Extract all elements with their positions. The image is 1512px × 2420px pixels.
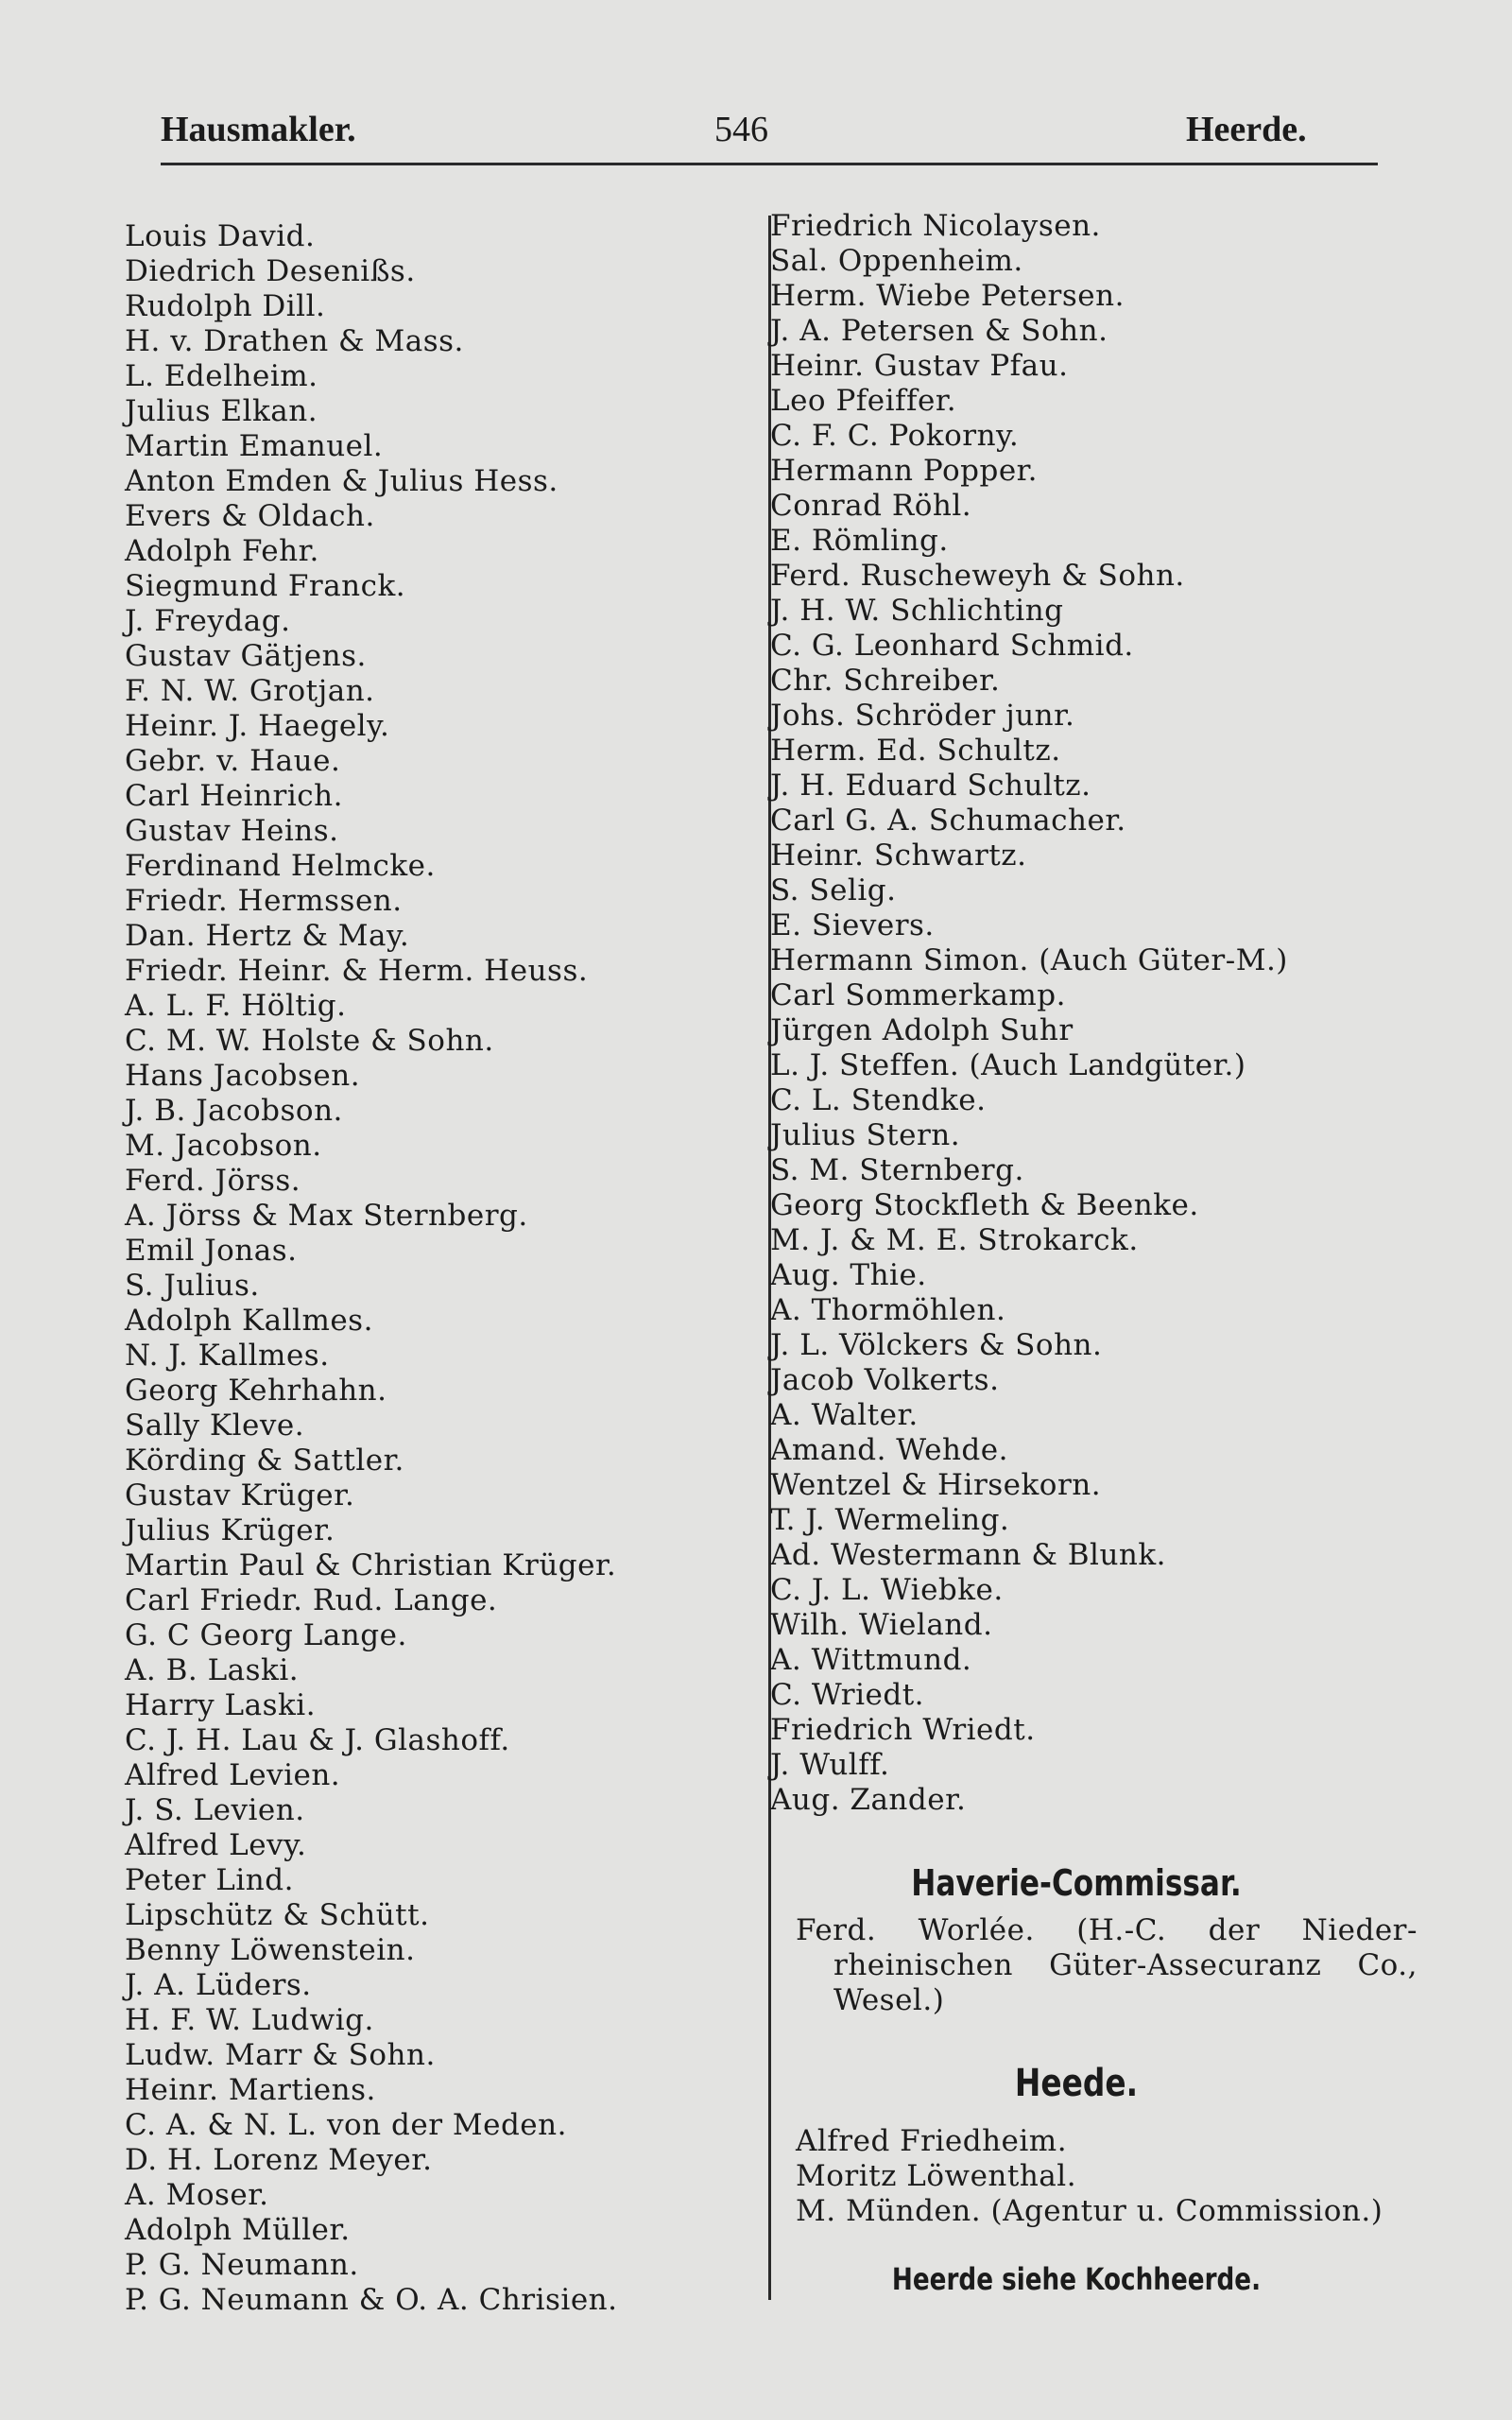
directory-entry: C. J. L. Wiebke. [770, 1573, 1004, 1607]
directory-entry: T. J. Wermeling. [770, 1503, 1010, 1537]
cross-reference: Heerde siehe Kochheerde. [891, 2261, 1262, 2297]
directory-entry: J. S. Levien. [125, 1793, 305, 1827]
page-number: 546 [714, 110, 768, 149]
directory-entry: C. L. Stendke. [770, 1083, 987, 1117]
directory-entry: Jacob Volkerts. [770, 1363, 1000, 1397]
directory-entry: H. v. Drathen & Mass. [125, 324, 464, 358]
directory-entry: Heinr. Gustav Pfau. [770, 349, 1069, 383]
directory-entry: Ferd. Ruscheweyh & Sohn. [770, 559, 1185, 593]
directory-entry: L. Edelheim. [125, 359, 318, 393]
directory-entry: J. B. Jacobson. [125, 1094, 343, 1128]
haverie-word: Nieder- [1301, 1913, 1418, 1947]
directory-entry: Dan. Hertz & May. [125, 919, 410, 953]
haverie-entry [796, 1913, 1418, 2018]
directory-entry: Conrad Röhl. [770, 489, 972, 523]
directory-entry: C. F. C. Pokorny. [770, 419, 1020, 453]
directory-entry: J. Wulff. [770, 1748, 890, 1782]
directory-entry: Carl Sommerkamp. [770, 978, 1067, 1012]
directory-entry: Jürgen Adolph Suhr [770, 1013, 1074, 1047]
right-column-list [770, 209, 1288, 1818]
directory-entry: A. Wittmund. [770, 1643, 972, 1677]
directory-entry: Julius Krüger. [125, 1513, 335, 1547]
directory-entry: Heinr. Schwartz. [770, 838, 1027, 873]
directory-entry: J. H. W. Schlichting [770, 594, 1064, 628]
directory-entry: Wilh. Wieland. [770, 1608, 993, 1642]
directory-entry: Gustav Gätjens. [125, 639, 367, 673]
directory-entry: N. J. Kallmes. [125, 1339, 330, 1373]
directory-entry: A. Walter. [770, 1398, 919, 1432]
directory-entry: Herm. Ed. Schultz. [770, 734, 1061, 768]
directory-entry: Friedr. Hermssen. [125, 884, 403, 918]
directory-entry: P. G. Neumann & O. A. Chrisien. [125, 2283, 618, 2317]
directory-entry: E. Sievers. [770, 908, 935, 942]
directory-entry: Julius Elkan. [125, 394, 318, 428]
haverie-word: (H.-C. [1076, 1913, 1167, 1947]
haverie-word: Güter-Assecuranz [1049, 1948, 1322, 1982]
directory-entry: Louis David. [125, 219, 316, 253]
haverie-word: rheinischen [833, 1948, 1013, 1982]
haverie-word: Worlée. [918, 1913, 1035, 1947]
directory-entry: Ludw. Marr & Sohn. [125, 2038, 436, 2072]
directory-entry: Martin Emanuel. [125, 429, 384, 463]
directory-entry: Adolph Fehr. [125, 534, 319, 568]
directory-entry: Friedrich Wriedt. [770, 1713, 1036, 1747]
directory-entry: Friedr. Heinr. & Herm. Heuss. [125, 954, 589, 988]
directory-entry: E. Römling. [770, 524, 949, 558]
directory-entry: Alfred Levien. [125, 1758, 341, 1792]
directory-entry: Chr. Schreiber. [770, 664, 1001, 698]
haverie-line-1 [796, 1913, 1418, 1948]
directory-entry: Sally Kleve. [125, 1409, 305, 1443]
directory-entry: J. L. Völckers & Sohn. [770, 1328, 1103, 1362]
heede-entry: M. Münden. (Agentur u. Commission.) [796, 2194, 1383, 2228]
header-rule [161, 163, 1378, 165]
directory-entry: Ferdinand Helmcke. [125, 849, 436, 883]
directory-entry: Evers & Oldach. [125, 499, 375, 533]
directory-entry: S. Selig. [770, 873, 897, 908]
directory-entry: Amand. Wehde. [770, 1433, 1008, 1467]
left-column-list [125, 219, 618, 2318]
directory-entry: Emil Jonas. [125, 1234, 298, 1268]
directory-entry: Diedrich Desenißs. [125, 254, 416, 288]
directory-entry: M. J. & M. E. Strokarck. [770, 1223, 1139, 1257]
directory-entry: Johs. Schröder junr. [770, 699, 1075, 733]
directory-entry: Leo Pfeiffer. [770, 384, 957, 418]
directory-entry: Carl G. A. Schumacher. [770, 804, 1126, 838]
heede-section-title: Heede. [1014, 2062, 1139, 2105]
directory-entry: J. A. Petersen & Sohn. [770, 314, 1108, 348]
directory-entry: Georg Kehrhahn. [125, 1374, 387, 1408]
directory-entry: Aug. Zander. [770, 1783, 967, 1817]
directory-entry: F. N. W. Grotjan. [125, 674, 375, 708]
directory-entry: Benny Löwenstein. [125, 1933, 416, 1967]
directory-entry: C. G. Leonhard Schmid. [770, 629, 1134, 663]
directory-entry: Gebr. v. Haue. [125, 744, 341, 778]
directory-entry: Carl Friedr. Rud. Lange. [125, 1583, 498, 1617]
running-head-left: Hausmakler. [161, 110, 356, 149]
directory-entry: Friedrich Nicolaysen. [770, 209, 1101, 243]
directory-entry: C. A. & N. L. von der Meden. [125, 2108, 567, 2142]
directory-entry: D. H. Lorenz Meyer. [125, 2143, 433, 2177]
directory-entry: Gustav Krüger. [125, 1478, 355, 1512]
directory-entry: Alfred Levy. [125, 1828, 307, 1862]
heede-list [796, 2124, 1383, 2229]
directory-entry: J. Freydag. [125, 604, 291, 638]
directory-entry: Hermann Simon. (Auch Güter-M.) [770, 943, 1288, 977]
directory-entry: Siegmund Franck. [125, 569, 406, 603]
directory-entry: Sal. Oppenheim. [770, 244, 1023, 278]
haverie-word: Co., [1357, 1948, 1418, 1982]
haverie-section-title: Haverie-Commissar. [911, 1862, 1242, 1904]
directory-entry: Aug. Thie. [770, 1258, 927, 1292]
directory-entry: S. Julius. [125, 1269, 260, 1303]
directory-entry: S. M. Sternberg. [770, 1153, 1024, 1187]
directory-entry: L. J. Steffen. (Auch Landgüter.) [770, 1048, 1246, 1082]
directory-entry: Peter Lind. [125, 1863, 294, 1897]
directory-entry: Martin Paul & Christian Krüger. [125, 1548, 617, 1582]
directory-entry: P. G. Neumann. [125, 2248, 359, 2282]
running-head-right: Heerde. [1186, 110, 1307, 149]
directory-entry: C. J. H. Lau & J. Glashoff. [125, 1723, 510, 1757]
haverie-line-2 [796, 1948, 1418, 1983]
directory-entry: A. L. F. Höltig. [125, 989, 347, 1023]
directory-entry: Julius Stern. [770, 1118, 961, 1152]
directory-entry: C. M. W. Holste & Sohn. [125, 1024, 494, 1058]
directory-entry: Rudolph Dill. [125, 289, 326, 323]
directory-entry: Körding & Sattler. [125, 1443, 404, 1478]
haverie-line-3: Wesel.) [833, 1983, 945, 2017]
directory-entry: Heinr. Martiens. [125, 2073, 376, 2107]
directory-entry: A. B. Laski. [125, 1653, 300, 1687]
directory-entry: Hans Jacobsen. [125, 1059, 361, 1093]
directory-entry: Adolph Kallmes. [125, 1304, 373, 1338]
directory-entry: A. Thormöhlen. [770, 1293, 1006, 1327]
haverie-word: der [1208, 1913, 1261, 1947]
directory-entry: A. Jörss & Max Sternberg. [125, 1199, 528, 1233]
directory-entry: A. Moser. [125, 2178, 269, 2212]
directory-entry: G. C Georg Lange. [125, 1618, 407, 1652]
directory-entry: J. H. Eduard Schultz. [770, 769, 1091, 803]
directory-entry: Ad. Westermann & Blunk. [770, 1538, 1167, 1572]
haverie-word: Ferd. [796, 1913, 877, 1947]
directory-entry: Heinr. J. Haegely. [125, 709, 390, 743]
directory-entry: Adolph Müller. [125, 2213, 351, 2247]
directory-entry: Anton Emden & Julius Hess. [125, 464, 558, 498]
directory-entry: C. Wriedt. [770, 1678, 925, 1712]
directory-entry: Gustav Heins. [125, 814, 339, 848]
directory-entry: M. Jacobson. [125, 1129, 322, 1163]
directory-entry: H. F. W. Ludwig. [125, 2003, 374, 2037]
directory-entry: Hermann Popper. [770, 454, 1038, 488]
directory-entry: Carl Heinrich. [125, 779, 343, 813]
directory-entry: J. A. Lüders. [125, 1968, 312, 2002]
directory-entry: Lipschütz & Schütt. [125, 1898, 430, 1932]
directory-entry: Harry Laski. [125, 1688, 317, 1722]
heede-entry: Moritz Löwenthal. [796, 2159, 1077, 2193]
directory-entry: Georg Stockfleth & Beenke. [770, 1188, 1199, 1222]
directory-entry: Herm. Wiebe Petersen. [770, 279, 1125, 313]
directory-entry: Wentzel & Hirsekorn. [770, 1468, 1102, 1502]
heede-entry: Alfred Friedheim. [796, 2124, 1068, 2158]
directory-entry: Ferd. Jörss. [125, 1164, 301, 1198]
